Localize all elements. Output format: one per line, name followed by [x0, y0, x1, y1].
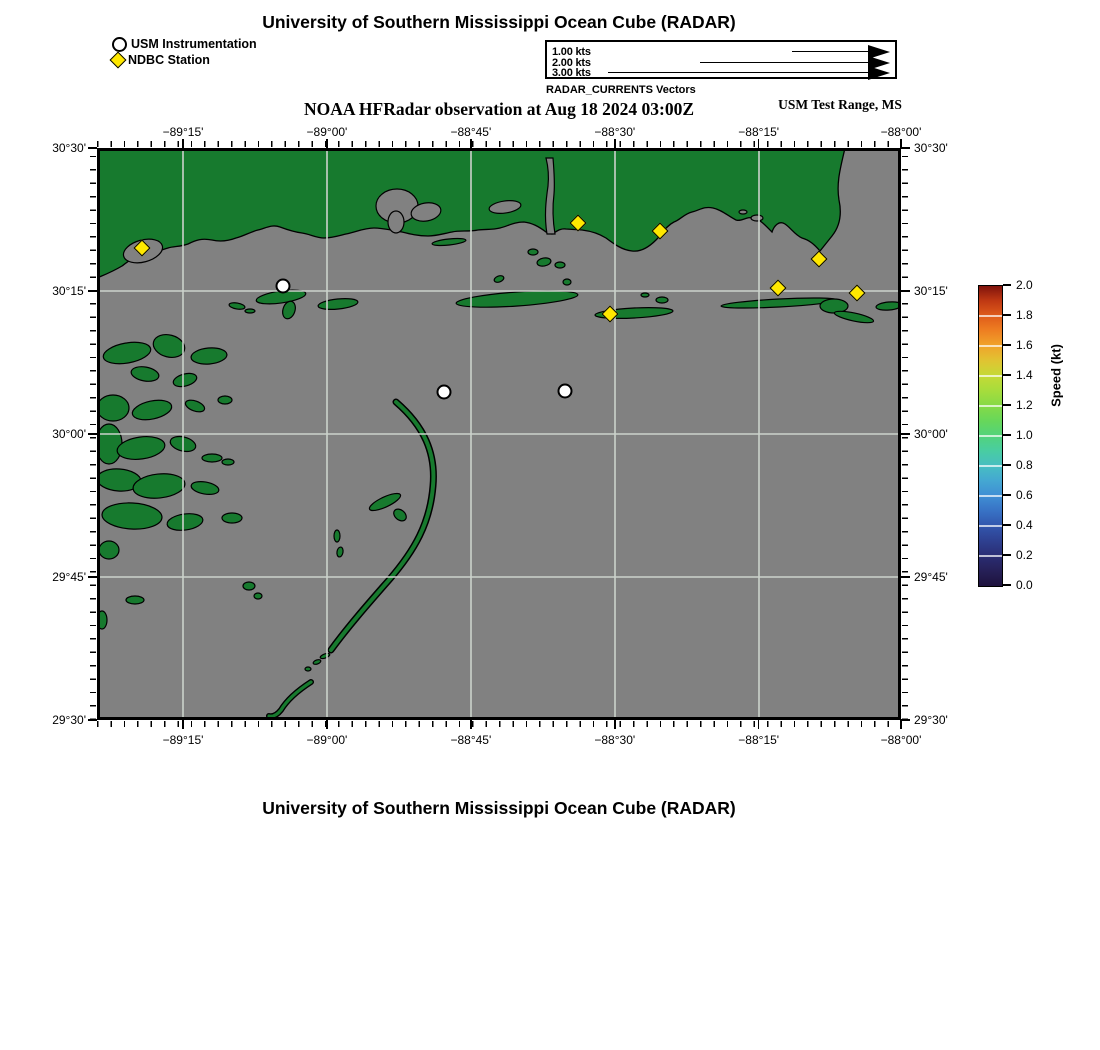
- lat-major-tick: [88, 576, 97, 578]
- lat-major-tick: [88, 433, 97, 435]
- lon-major-tick: [182, 720, 184, 729]
- colorbar-tick-label: 1.2: [1016, 398, 1033, 412]
- lat-major-tick: [901, 290, 910, 292]
- lon-major-tick: [900, 720, 902, 729]
- colorbar-tick: [1003, 374, 1011, 376]
- colorbar-tick-label: 1.8: [1016, 308, 1033, 322]
- usm-instrumentation-marker: [437, 385, 452, 400]
- ndbc-station-marker: [849, 285, 866, 302]
- colorbar-tick-label: 0.6: [1016, 488, 1033, 502]
- colorbar-tick-label: 1.4: [1016, 368, 1033, 382]
- legend-row-usm: [112, 36, 257, 52]
- usm-instrumentation-marker: [558, 384, 573, 399]
- lon-tick-label: −88°00': [880, 125, 922, 139]
- vector-scale-label: 3.00 kts: [552, 67, 591, 79]
- colorbar-tick-label: 1.0: [1016, 428, 1033, 442]
- ndbc-station-marker: [134, 240, 151, 257]
- lat-tick-label: 30°00': [914, 427, 948, 441]
- colorbar-tick: [1003, 314, 1011, 316]
- lon-major-tick: [326, 720, 328, 729]
- lon-tick-label: −88°30': [594, 733, 636, 747]
- lon-tick-label: −88°30': [594, 125, 636, 139]
- colorbar-gridline: [979, 405, 1002, 406]
- vector-scale-caption: RADAR_CURRENTS Vectors: [546, 84, 696, 96]
- speed-colorbar: [978, 285, 1003, 587]
- observation-subtitle: NOAA HFRadar observation at Aug 18 2024 03:00Z: [303, 99, 695, 119]
- colorbar-tick: [1003, 494, 1011, 496]
- colorbar-gridline: [979, 375, 1002, 376]
- lat-major-tick: [88, 147, 97, 149]
- ndbc-station-marker: [811, 251, 828, 268]
- colorbar-gridline: [979, 525, 1002, 526]
- lon-major-tick: [758, 139, 760, 148]
- lon-tick-label: −89°00': [306, 733, 348, 747]
- colorbar-tick-label: 0.0: [1016, 578, 1033, 592]
- ndbc-station-marker: [770, 280, 787, 297]
- vector-scale-label: 1.00 kts: [552, 46, 591, 58]
- station-marker-layer: [97, 148, 901, 720]
- ndbc-station-marker: [652, 223, 669, 240]
- lat-tick-label: 29°45': [914, 570, 948, 584]
- lon-major-tick: [614, 139, 616, 148]
- page-title: University of Southern Mississippi Ocean Cube (RADAR): [262, 12, 736, 32]
- colorbar-tick: [1003, 284, 1011, 286]
- lon-tick-label: −89°15': [162, 733, 204, 747]
- lat-tick-label: 30°15': [52, 284, 86, 298]
- colorbar-gridline: [979, 345, 1002, 346]
- colorbar-gridline: [979, 465, 1002, 466]
- colorbar-tick: [1003, 464, 1011, 466]
- test-range-label: USM Test Range, MS: [778, 97, 902, 112]
- legend-usm-label: USM Instrumentation: [131, 37, 257, 51]
- vector-scale-line: [608, 72, 869, 73]
- colorbar-tick: [1003, 584, 1011, 586]
- lon-tick-label: −88°15': [738, 733, 780, 747]
- lat-tick-label: 30°15': [914, 284, 948, 298]
- lon-major-tick: [758, 720, 760, 729]
- lon-major-tick: [182, 139, 184, 148]
- footer-title: University of Southern Mississippi Ocean Cube (RADAR): [262, 798, 736, 818]
- colorbar-tick-label: 1.6: [1016, 338, 1033, 352]
- lon-major-tick: [326, 139, 328, 148]
- lat-tick-label: 29°30': [914, 713, 948, 727]
- axis-minor-ticks-bottom: [97, 721, 901, 727]
- lon-tick-label: −88°00': [880, 733, 922, 747]
- lat-tick-label: 30°30': [914, 141, 948, 155]
- vector-scale-line: [700, 62, 869, 63]
- usm-circle-icon: [112, 37, 127, 52]
- lat-major-tick: [88, 290, 97, 292]
- colorbar-tick: [1003, 524, 1011, 526]
- colorbar-tick: [1003, 554, 1011, 556]
- colorbar-gridline: [979, 495, 1002, 496]
- ndbc-station-marker: [570, 215, 587, 232]
- lat-major-tick: [901, 719, 910, 721]
- lon-major-tick: [470, 139, 472, 148]
- lon-major-tick: [470, 720, 472, 729]
- lon-tick-label: −88°45': [450, 733, 492, 747]
- lon-tick-label: −88°15': [738, 125, 780, 139]
- vector-arrowhead-icon: [868, 66, 890, 80]
- lat-tick-label: 30°30': [52, 141, 86, 155]
- colorbar-tick: [1003, 344, 1011, 346]
- vector-scale-label: 2.00 kts: [552, 56, 591, 69]
- colorbar-tick-label: 0.8: [1016, 458, 1033, 472]
- vector-scale-row: [547, 67, 895, 79]
- usm-instrumentation-marker: [276, 279, 291, 294]
- lon-tick-label: −89°00': [306, 125, 348, 139]
- colorbar-gridline: [979, 435, 1002, 436]
- lon-major-tick: [614, 720, 616, 729]
- colorbar-title: Speed (kt): [1048, 344, 1064, 407]
- lon-tick-label: −88°45': [450, 125, 492, 139]
- colorbar-tick: [1003, 404, 1011, 406]
- lat-major-tick: [901, 576, 910, 578]
- lat-major-tick: [88, 719, 97, 721]
- lat-tick-label: 30°00': [52, 427, 86, 441]
- lat-major-tick: [901, 433, 910, 435]
- colorbar-tick-label: 2.0: [1016, 278, 1033, 292]
- legend-row-ndbc: [112, 52, 210, 68]
- lat-tick-label: 29°30': [52, 713, 86, 727]
- colorbar-gridline: [979, 315, 1002, 316]
- axis-minor-ticks-top: [97, 141, 901, 147]
- lat-tick-label: 29°45': [52, 570, 86, 584]
- vector-scale-box: [545, 40, 897, 79]
- ndbc-diamond-icon: [110, 52, 127, 69]
- colorbar-tick-label: 0.4: [1016, 518, 1033, 532]
- colorbar-gridline: [979, 555, 1002, 556]
- colorbar-tick: [1003, 434, 1011, 436]
- vector-scale-line: [792, 51, 869, 52]
- colorbar-tick-label: 0.2: [1016, 548, 1033, 562]
- legend-ndbc-label: NDBC Station: [128, 53, 210, 67]
- lon-tick-label: −89°15': [162, 125, 204, 139]
- lat-major-tick: [901, 147, 910, 149]
- map-panel: [97, 148, 901, 720]
- ndbc-station-marker: [602, 306, 619, 323]
